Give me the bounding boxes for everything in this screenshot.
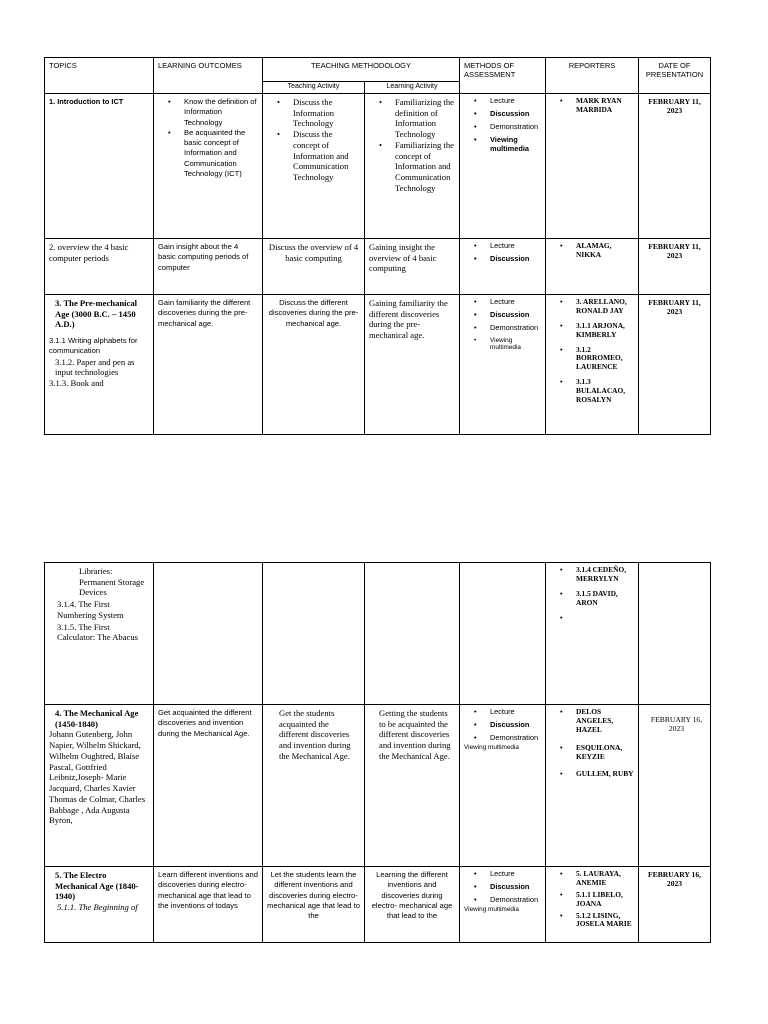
table-row [45,563,711,705]
learning-activity-cell: Gaining familiarity the different discoveries during the pre- mechanical age. [365,295,460,435]
list-item: • Familiarizing the definition of Information Technology [369,97,455,140]
table-row [45,705,711,867]
topic-title: 4. The Mechanical Age (1450-1840) [55,708,139,729]
list-item: • Familiarizing the concept of Information and Communication Technology [369,140,455,194]
list-item: • Discussion [464,721,541,730]
header-methods-of-assessment: METHODS OF ASSESSMENT [460,58,546,94]
teaching-activity-cell: Discuss the overview of 4 basic computing [263,239,365,295]
list-item: • Viewing multimedia [464,136,541,154]
teaching-activity-cell: Discuss the different discoveries during the pre- mechanical age. [263,295,365,435]
reporters-cell [546,867,639,943]
list-item: • Be acquainted the basic concept of Information and Communication Technology (ICT) [158,128,258,179]
lesson-plan-table-page-1 [44,57,711,435]
topic-subitem: 3.1.2. Paper and pen as input technologies [55,356,135,378]
learning-activity-cell: Getting the students to be acquainted the different discoveries and invention during the Mechanical Age. [365,705,460,867]
methods-extra: Viewing multimedia [464,743,519,751]
date-cell [639,563,711,705]
table-row [45,94,711,239]
topic-title: 3. The Pre-mechanical Age (3000 B.C. – 1450 A.D.) [55,298,138,330]
reporters-cell [546,705,639,867]
list-item: • MARK RYAN MARBIDA [550,97,634,115]
learning-activity-cell [365,563,460,705]
methods-extra: Viewing multimedia [464,905,519,913]
subheader-teaching-activity: Teaching Activity [263,82,365,94]
list-item: • 3. ARELLANO, RONALD JAY [550,298,634,316]
list-item: • Discussion [464,255,541,264]
outcomes-cell: Get acquainted the different discoveries and invention during the Mechanical Age. [154,705,263,867]
teaching-activity-cell: Get the students acquainted the different discoveries and invention during the Mechanical Age. [263,705,365,867]
list-item: • 5.1.2 LISING, JOSELA MARIE [550,912,634,930]
methods-cell [460,239,546,295]
list-item: • ESQUILONA, KEYZIE [550,744,634,762]
reporters-cell [546,94,639,239]
list-item: • 3.1.4 CEDEÑO, MERRYLYN [550,566,634,584]
topic-title: 5. The Electro Mechanical Age (1840-1940) [55,870,139,902]
subheader-learning-activity: Learning Activity [365,82,460,94]
header-learning-outcomes: LEARNING OUTCOMES [154,58,263,94]
methods-cell [460,563,546,705]
header-row [45,58,711,82]
list-item: • 3.1.5 DAVID, ARON [550,590,634,608]
outcomes-cell: Gain insight about the 4 basic computing periods of computer [154,239,263,295]
lesson-plan-table-page-2 [44,562,711,943]
list-item: • Lecture [464,298,541,307]
list-item: • Demonstration [464,324,541,333]
methods-cell [460,94,546,239]
topic-cell [45,295,154,435]
topic-cell [45,705,154,867]
list-item: • Lecture [464,870,541,879]
date-cell: FEBRUARY 16, 2023 [639,867,711,943]
date-cell: FEBRUARY 11, 2023 [639,94,711,239]
list-item: • Discussion [464,311,541,320]
topic-body: Johann Gutenberg, John Napier, Wilhelm Shickard, Wilhelm Oughtred, Blaise Pascal, Gottfried Leibniz,Joseph- Marie Jacquard, Charles Xavier Thomas de Colmar, Charles Babbage , Ada Augusta Byron, [49,729,146,826]
header-date-of-presentation: DATE OF PRESENTATION [639,58,711,94]
table-row [45,867,711,943]
teaching-activity-cell [263,94,365,239]
list-item: • Discuss the concept of Information and Communication Technology [267,129,360,183]
table-row [45,239,711,295]
list-item: • 5.1.1 LIBELO, JOANA [550,891,634,909]
outcomes-cell [154,94,263,239]
learning-activity-cell [365,94,460,239]
list-item: • Lecture [464,242,541,251]
topic-subitem: Libraries: Permanent Storage Devices [79,566,145,598]
list-item: • Lecture [464,97,541,106]
list-item: • 3.1.1 ARJONA, KIMBERLY [550,322,634,340]
methods-cell [460,295,546,435]
list-item: • Know the definition of Information Technology [158,97,258,128]
header-topics: TOPICS [45,58,154,94]
header-teaching-methodology: TEACHING METHODOLOGY [263,58,460,82]
topic-subitem: 3.1.5. The First Calculator: The Abacus [57,621,138,643]
reporters-cell [546,239,639,295]
reporters-cell [546,295,639,435]
list-item: • Demonstration [464,734,541,743]
list-item: • Demonstration [464,896,541,905]
topic-cell [45,563,154,705]
list-item: • Demonstration [464,123,541,132]
topic-subitem: 3.1.4. The First Numbering System [57,599,124,620]
topic-cell: 1. Introduction to ICT [45,94,154,239]
outcomes-cell [154,563,263,705]
methods-cell [460,705,546,867]
topic-cell [45,867,154,943]
outcomes-cell: Gain familiarity the different discoveries during the pre-mechanical age. [154,295,263,435]
date-cell: FEBRUARY 16, 2023 [639,705,711,867]
list-item: • Viewing multimedia [464,337,541,352]
list-item: • ALAMAG, NIKKA [550,242,634,260]
date-cell: FEBRUARY 11, 2023 [639,295,711,435]
list-item: • Discuss the Information Technology [267,97,360,129]
topic-subitem: 5.1.1. The Beginning of [57,902,138,913]
date-cell: FEBRUARY 11, 2023 [639,239,711,295]
list-item: • DELOS ANGELES, HAZEL [550,708,634,735]
reporters-cell [546,563,639,705]
teaching-activity-cell [263,563,365,705]
list-item: • 3.1.2 BORROMEO, LAURENCE [550,346,634,373]
list-item: • Discussion [464,110,541,119]
table-row [45,295,711,435]
topic-subitem: 3.1.3. Book and [49,378,104,389]
header-reporters: REPORTERS [546,58,639,94]
learning-activity-cell: Learning the different inventions and discoveries during electro- mechanical age that lead to the [365,867,460,943]
list-item: • Lecture [464,708,541,717]
topic-subitem: 3.1.1 Writing alphabets for communication [49,336,138,356]
learning-activity-cell: Gaining insight the overview of 4 basic computing [365,239,460,295]
methods-cell [460,867,546,943]
list-item: • Discussion [464,883,541,892]
list-item: • 5. LAURAYA, ANEMIE [550,870,634,888]
outcomes-cell: Learn different inventions and discoveries during electro-mechanical age that lead to the inventions of todays [154,867,263,943]
topic-cell: 2. overview the 4 basic computer periods [45,239,154,295]
list-item: • GULLEM, RUBY [550,770,634,779]
list-item: • 3.1.3 BULALACAO, ROSALYN [550,378,634,405]
teaching-activity-cell: Let the students learn the different inventions and discoveries during electro- mechanical age that lead to the [263,867,365,943]
